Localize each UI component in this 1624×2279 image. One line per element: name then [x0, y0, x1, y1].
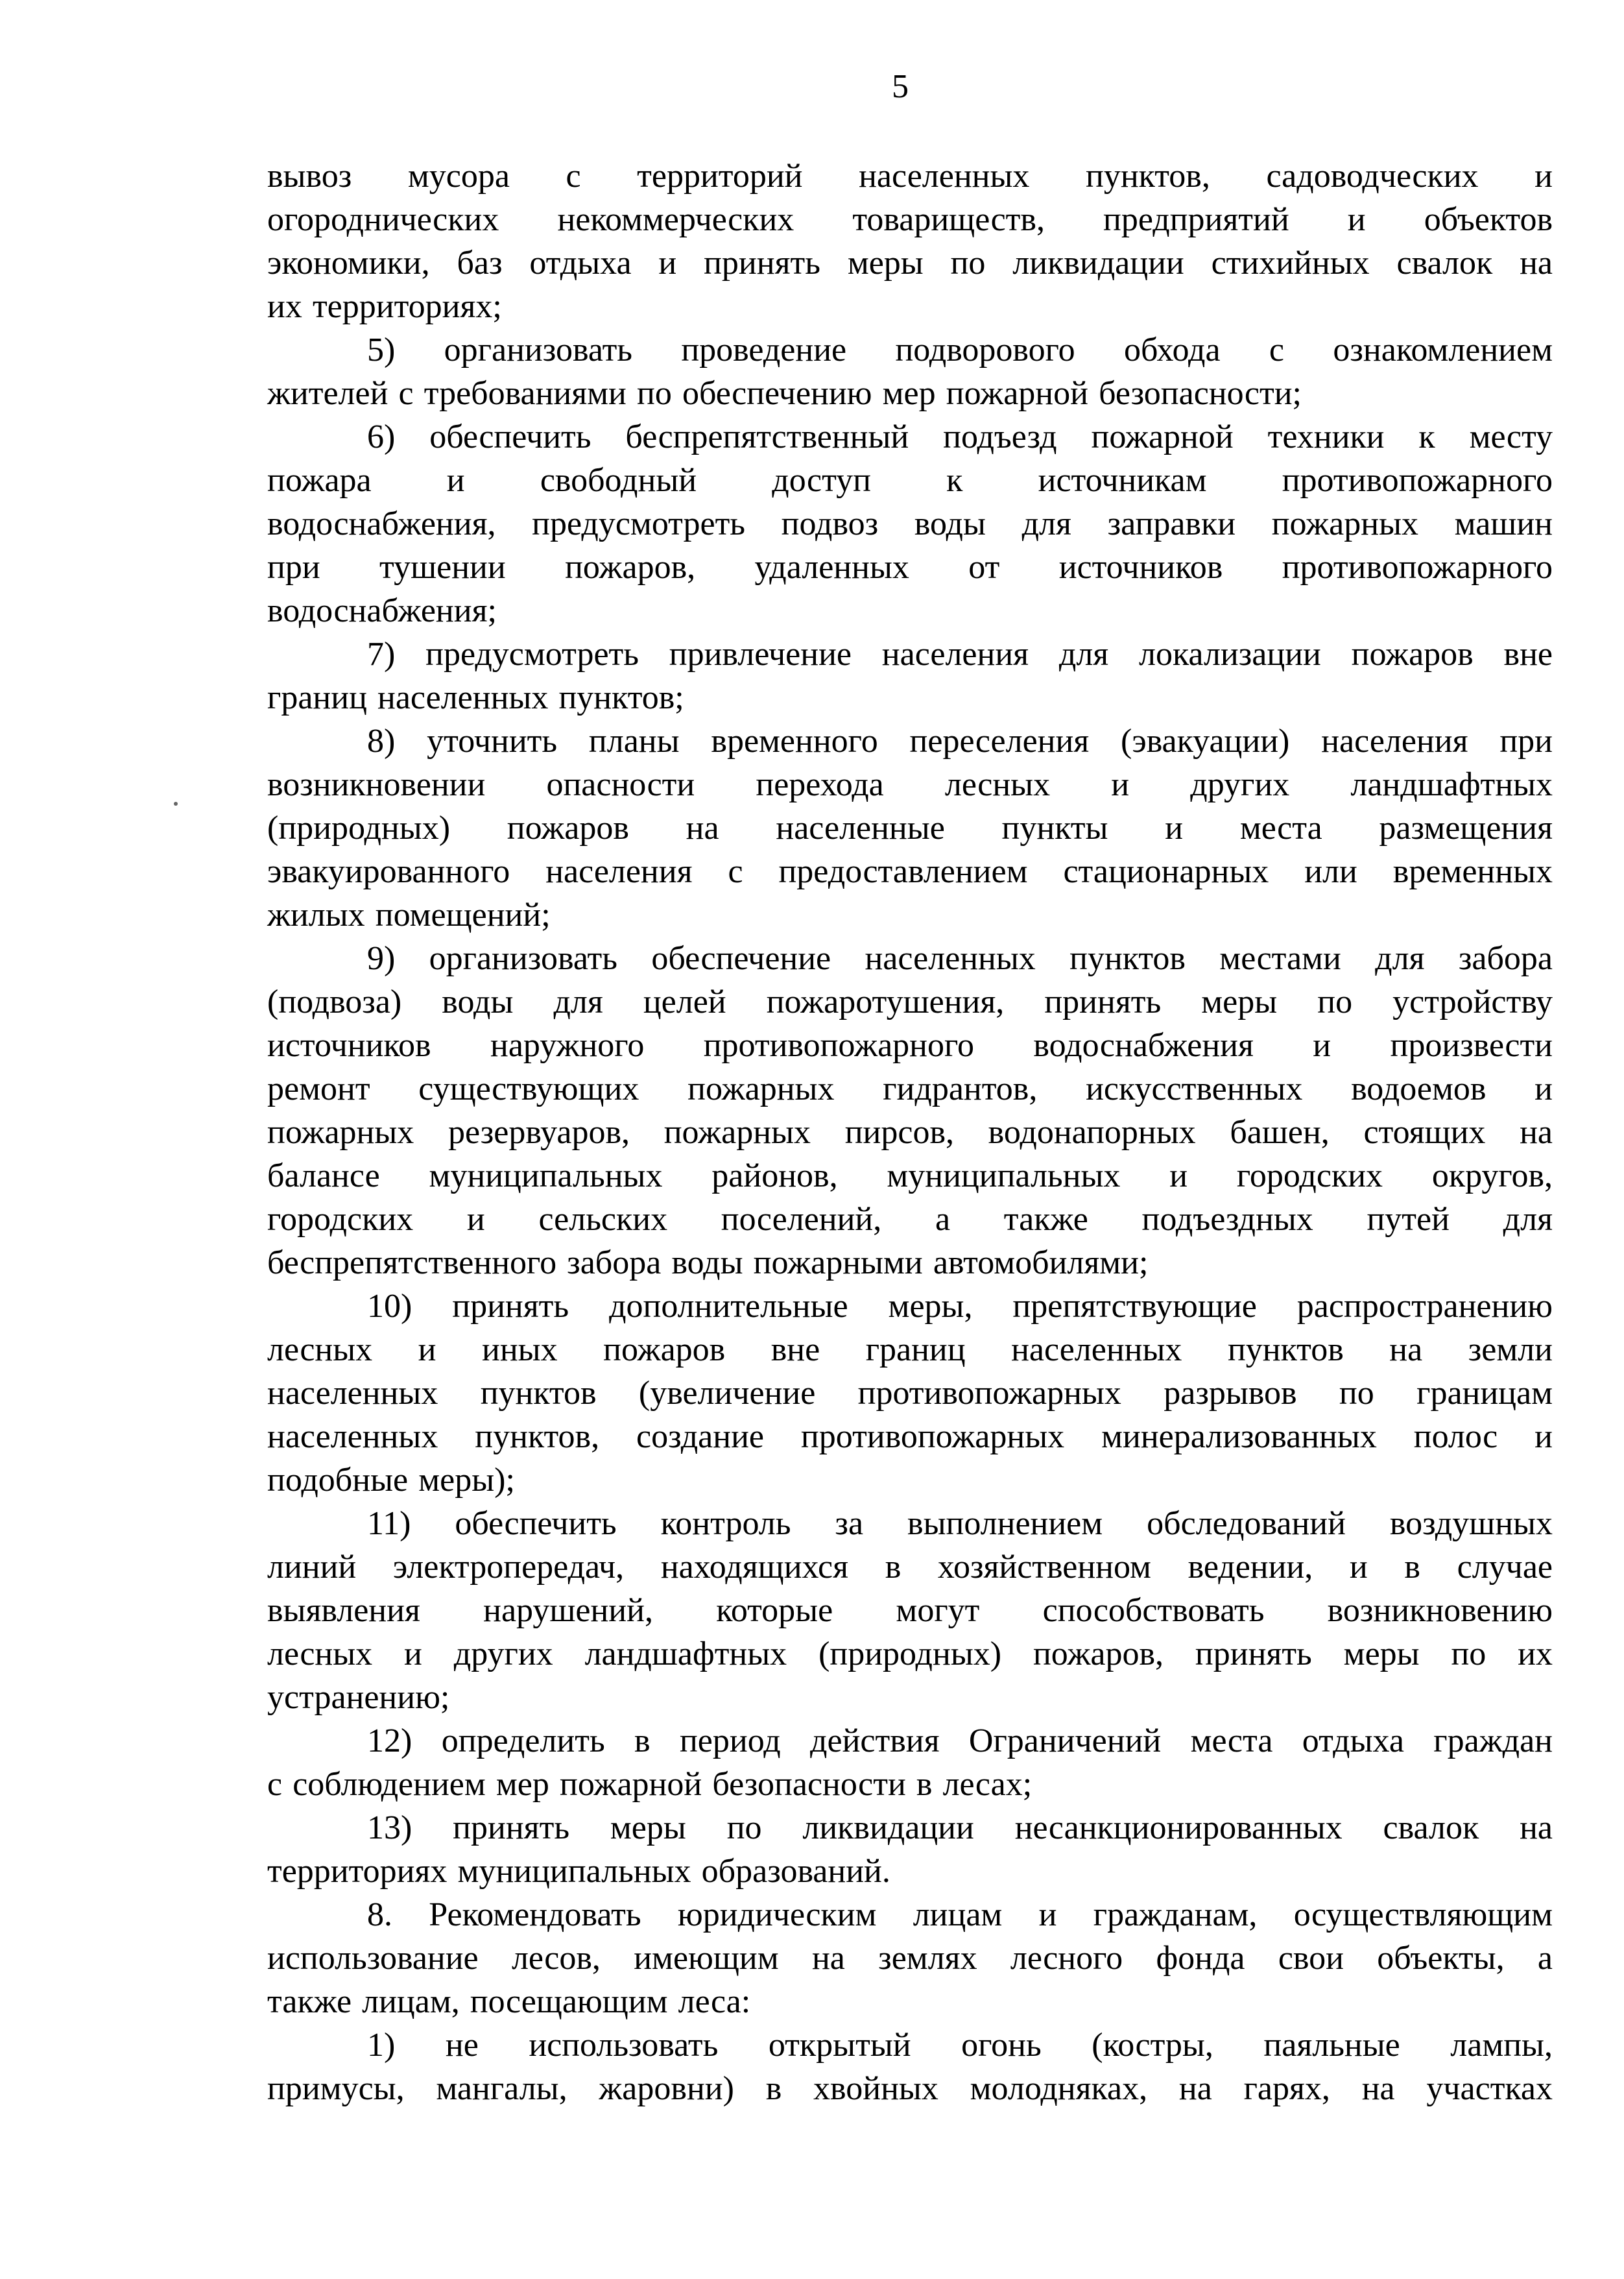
- paragraph: [267, 1806, 1553, 1893]
- text-line: пожара и свободный доступ к источникам противопожарного: [267, 462, 1553, 499]
- text-line: 9) организовать обеспечение населенных пунктов местами для забора: [367, 940, 1553, 977]
- text-line: ремонт существующих пожарных гидрантов, искусственных водоемов и: [267, 1070, 1553, 1107]
- paragraph: [267, 1502, 1553, 1719]
- text-line: пожарных резервуаров, пожарных пирсов, водонапорных башен, стоящих на: [267, 1114, 1553, 1151]
- scan-artifact-dot: [174, 802, 178, 806]
- text-line: 5) организовать проведение подворового обхода с ознакомлением: [367, 332, 1553, 368]
- text-line: выявления нарушений, которые могут способствовать возникновению: [267, 1592, 1553, 1629]
- paragraph: [267, 1284, 1553, 1502]
- text-line: использование лесов, имеющим на землях лесного фонда свои объекты, а: [267, 1940, 1553, 1977]
- text-line: территориях муниципальных образований.: [267, 1853, 890, 1890]
- text-line: с соблюдением мер пожарной безопасности в лесах;: [267, 1766, 1033, 1803]
- paragraph: [267, 633, 1553, 719]
- text-line: 7) предусмотреть привлечение населения для локализации пожаров вне: [367, 636, 1553, 673]
- text-line: линий электропередач, находящихся в хозяйственном ведении, и в случае: [267, 1549, 1553, 1586]
- text-line: населенных пунктов, создание противопожарных минерализованных полос и: [267, 1418, 1553, 1455]
- text-line: 1) не использовать открытый огонь (костры, паяльные лампы,: [367, 2027, 1553, 2064]
- paragraph: [267, 328, 1553, 415]
- text-line: 8) уточнить планы временного переселения (эвакуации) населения при: [367, 723, 1553, 760]
- text-line: лесных и иных пожаров вне границ населенных пунктов на земли: [267, 1331, 1553, 1368]
- text-line: подобные меры);: [267, 1462, 515, 1499]
- paragraph: [267, 1893, 1553, 2023]
- text-line: городских и сельских поселений, а также подъездных путей для: [267, 1201, 1553, 1238]
- text-line: 10) принять дополнительные меры, препятствующие распространению: [367, 1288, 1553, 1325]
- text-line: балансе муниципальных районов, муниципальных и городских округов,: [267, 1157, 1553, 1194]
- paragraph: [267, 1719, 1553, 1806]
- paragraph: [267, 415, 1553, 633]
- text-line: лесных и других ландшафтных (природных) пожаров, принять меры по их: [267, 1635, 1553, 1672]
- text-line: беспрепятственного забора воды пожарными автомобилями;: [267, 1244, 1149, 1281]
- text-line: примусы, мангалы, жаровни) в хвойных молодняках, на гарях, на участках: [267, 2070, 1553, 2107]
- text-line: 11) обеспечить контроль за выполнением обследований воздушных: [367, 1505, 1553, 1542]
- text-line: 8. Рекомендовать юридическим лицам и гражданам, осуществляющим: [367, 1896, 1553, 1933]
- text-line: при тушении пожаров, удаленных от источников противопожарного: [267, 549, 1553, 586]
- paragraph: [267, 2023, 1553, 2110]
- text-line: (природных) пожаров на населенные пункты и места размещения: [267, 810, 1553, 847]
- text-line: их территориях;: [267, 288, 502, 325]
- text-line: возникновении опасности перехода лесных и других ландшафтных: [267, 766, 1553, 803]
- text-line: водоснабжения;: [267, 592, 497, 629]
- text-line: устранению;: [267, 1679, 450, 1716]
- text-line: (подвоза) воды для целей пожаротушения, принять меры по устройству: [267, 983, 1553, 1020]
- paragraph: [267, 719, 1553, 937]
- text-line: огороднических некоммерческих товариществ, предприятий и объектов: [267, 201, 1553, 238]
- text-line: населенных пунктов (увеличение противопожарных разрывов по границам: [267, 1375, 1553, 1412]
- text-line: 13) принять меры по ликвидации несанкционированных свалок на: [367, 1809, 1553, 1846]
- text-line: вывоз мусора с территорий населенных пунктов, садоводческих и: [267, 158, 1553, 195]
- page-number: 5: [892, 68, 909, 105]
- text-line: 12) определить в период действия Ограничений места отдыха граждан: [367, 1722, 1553, 1759]
- text-line: жителей с требованиями по обеспечению мер пожарной безопасности;: [267, 375, 1302, 412]
- text-line: источников наружного противопожарного водоснабжения и произвести: [267, 1027, 1553, 1064]
- paragraph: [267, 937, 1553, 1284]
- document-body-text: [267, 154, 1553, 2110]
- text-line: экономики, баз отдыха и принять меры по ликвидации стихийных свалок на: [267, 245, 1553, 282]
- text-line: жилых помещений;: [267, 897, 551, 934]
- text-line: водоснабжения, предусмотреть подвоз воды для заправки пожарных машин: [267, 505, 1553, 542]
- paragraph: [267, 154, 1553, 328]
- text-line: также лицам, посещающим леса:: [267, 1983, 751, 2020]
- text-line: границ населенных пунктов;: [267, 679, 684, 716]
- text-line: 6) обеспечить беспрепятственный подъезд пожарной техники к месту: [367, 418, 1553, 455]
- text-line: эвакуированного населения с предоставлением стационарных или временных: [267, 853, 1553, 890]
